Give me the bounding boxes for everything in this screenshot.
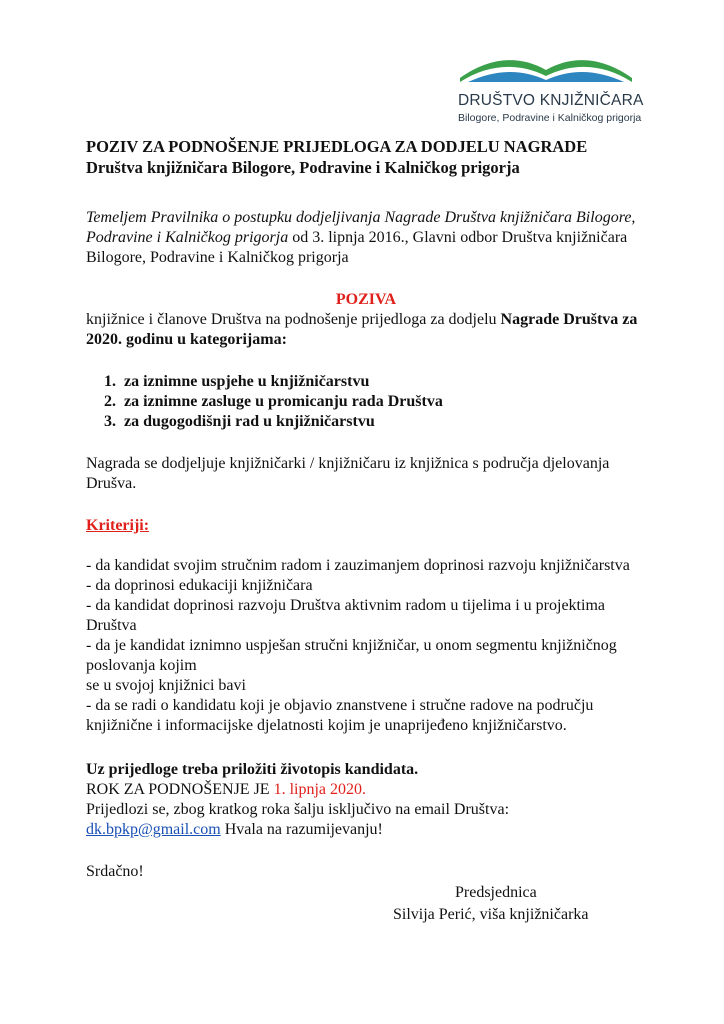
email-line: dk.bpkp@gmail.com Hvala na razumijevanju! [86,821,383,838]
list-item: 3. za dugogodišnji rad u knjižničarstvu [120,412,646,432]
list-item: - da je kandidat iznimno uspješan stručni knjižničar, u onom segmentu knjižničnog poslovanja kojim [86,637,617,674]
list-item: 1. za iznimne uspjehe u knjižničarstvu [120,372,646,392]
book-hills-logo-icon [458,52,634,84]
association-logo [452,52,652,132]
deadline-date: 1. lipnja 2020. [273,781,367,798]
intro-paragraph: Temeljem Pravilnika o postupku dodjeljivanja Nagrade Društva knjižničara Bilogore, Podravine i Kalničkog prigorja od 3. lipnja 2016., Glavni odbor Društva knjižničara Bilogore, Podravine i Kalničkog prigorja [86,209,636,266]
list-item: - da se radi o kandidatu koji je objavio znanstvene i stručne radove na području knjižnične i informacijske djelatnosti kojim je unaprijeđeno knjižničarstvo. [86,697,594,734]
signature-role: Predsjednica [455,884,537,901]
list-item: - da kandidat doprinosi razvoju Društva aktivnim radom u tijelima i u projektima Društva [86,597,605,634]
award-paragraph: Nagrada se dodjeljuje knjižničarki / knjižničaru iz knjižnica s područja djelovanja Drušva. [86,455,610,492]
criteria-list [86,556,646,736]
cv-note: Uz prijedloge treba priložiti životopis kandidata. [86,761,419,778]
criteria-heading: Kriteriji: [86,517,150,534]
logo-subtitle: Bilogore, Podravine i Kalničkog prigorja [458,112,642,124]
list-item: - da doprinosi edukaciji knjižničara [86,577,313,594]
document-body [86,136,646,882]
category-list [86,372,646,432]
list-item: - da kandidat svojim stručnim radom i zauzimanjem doprinosi razvoju knjižničarstva [86,557,630,574]
deadline-line: ROK ZA PODNOŠENJE JE 1. lipnja 2020. [86,781,367,798]
signature-name: Silvija Perić, viša knjižničarka [393,906,589,923]
poziva-heading: POZIVA [335,291,397,308]
email-note: Prijedlozi se, zbog kratkog roka šalju isključivo na email Društva: [86,801,510,818]
list-item: 2. za iznimne zasluge u promicanju rada Društva [120,392,646,412]
page-title: POZIV ZA PODNOŠENJE PRIJEDLOGA ZA DODJELU NAGRADE Društva knjižničara Bilogore, Podravine i Kalničkog prigorja [86,137,588,177]
greeting: Srdačno! [86,863,144,880]
list-item: se u svojoj knjižnici bavi [86,677,246,694]
email-link[interactable]: dk.bpkp@gmail.com [86,821,221,838]
logo-title: DRUŠTVO KNJIŽNIČARA [458,92,644,109]
invite-paragraph: knjižnice i članove Društva na podnošenje prijedloga za dodjelu Nagrade Društva za 2020. godinu u kategorijama: [86,311,638,348]
